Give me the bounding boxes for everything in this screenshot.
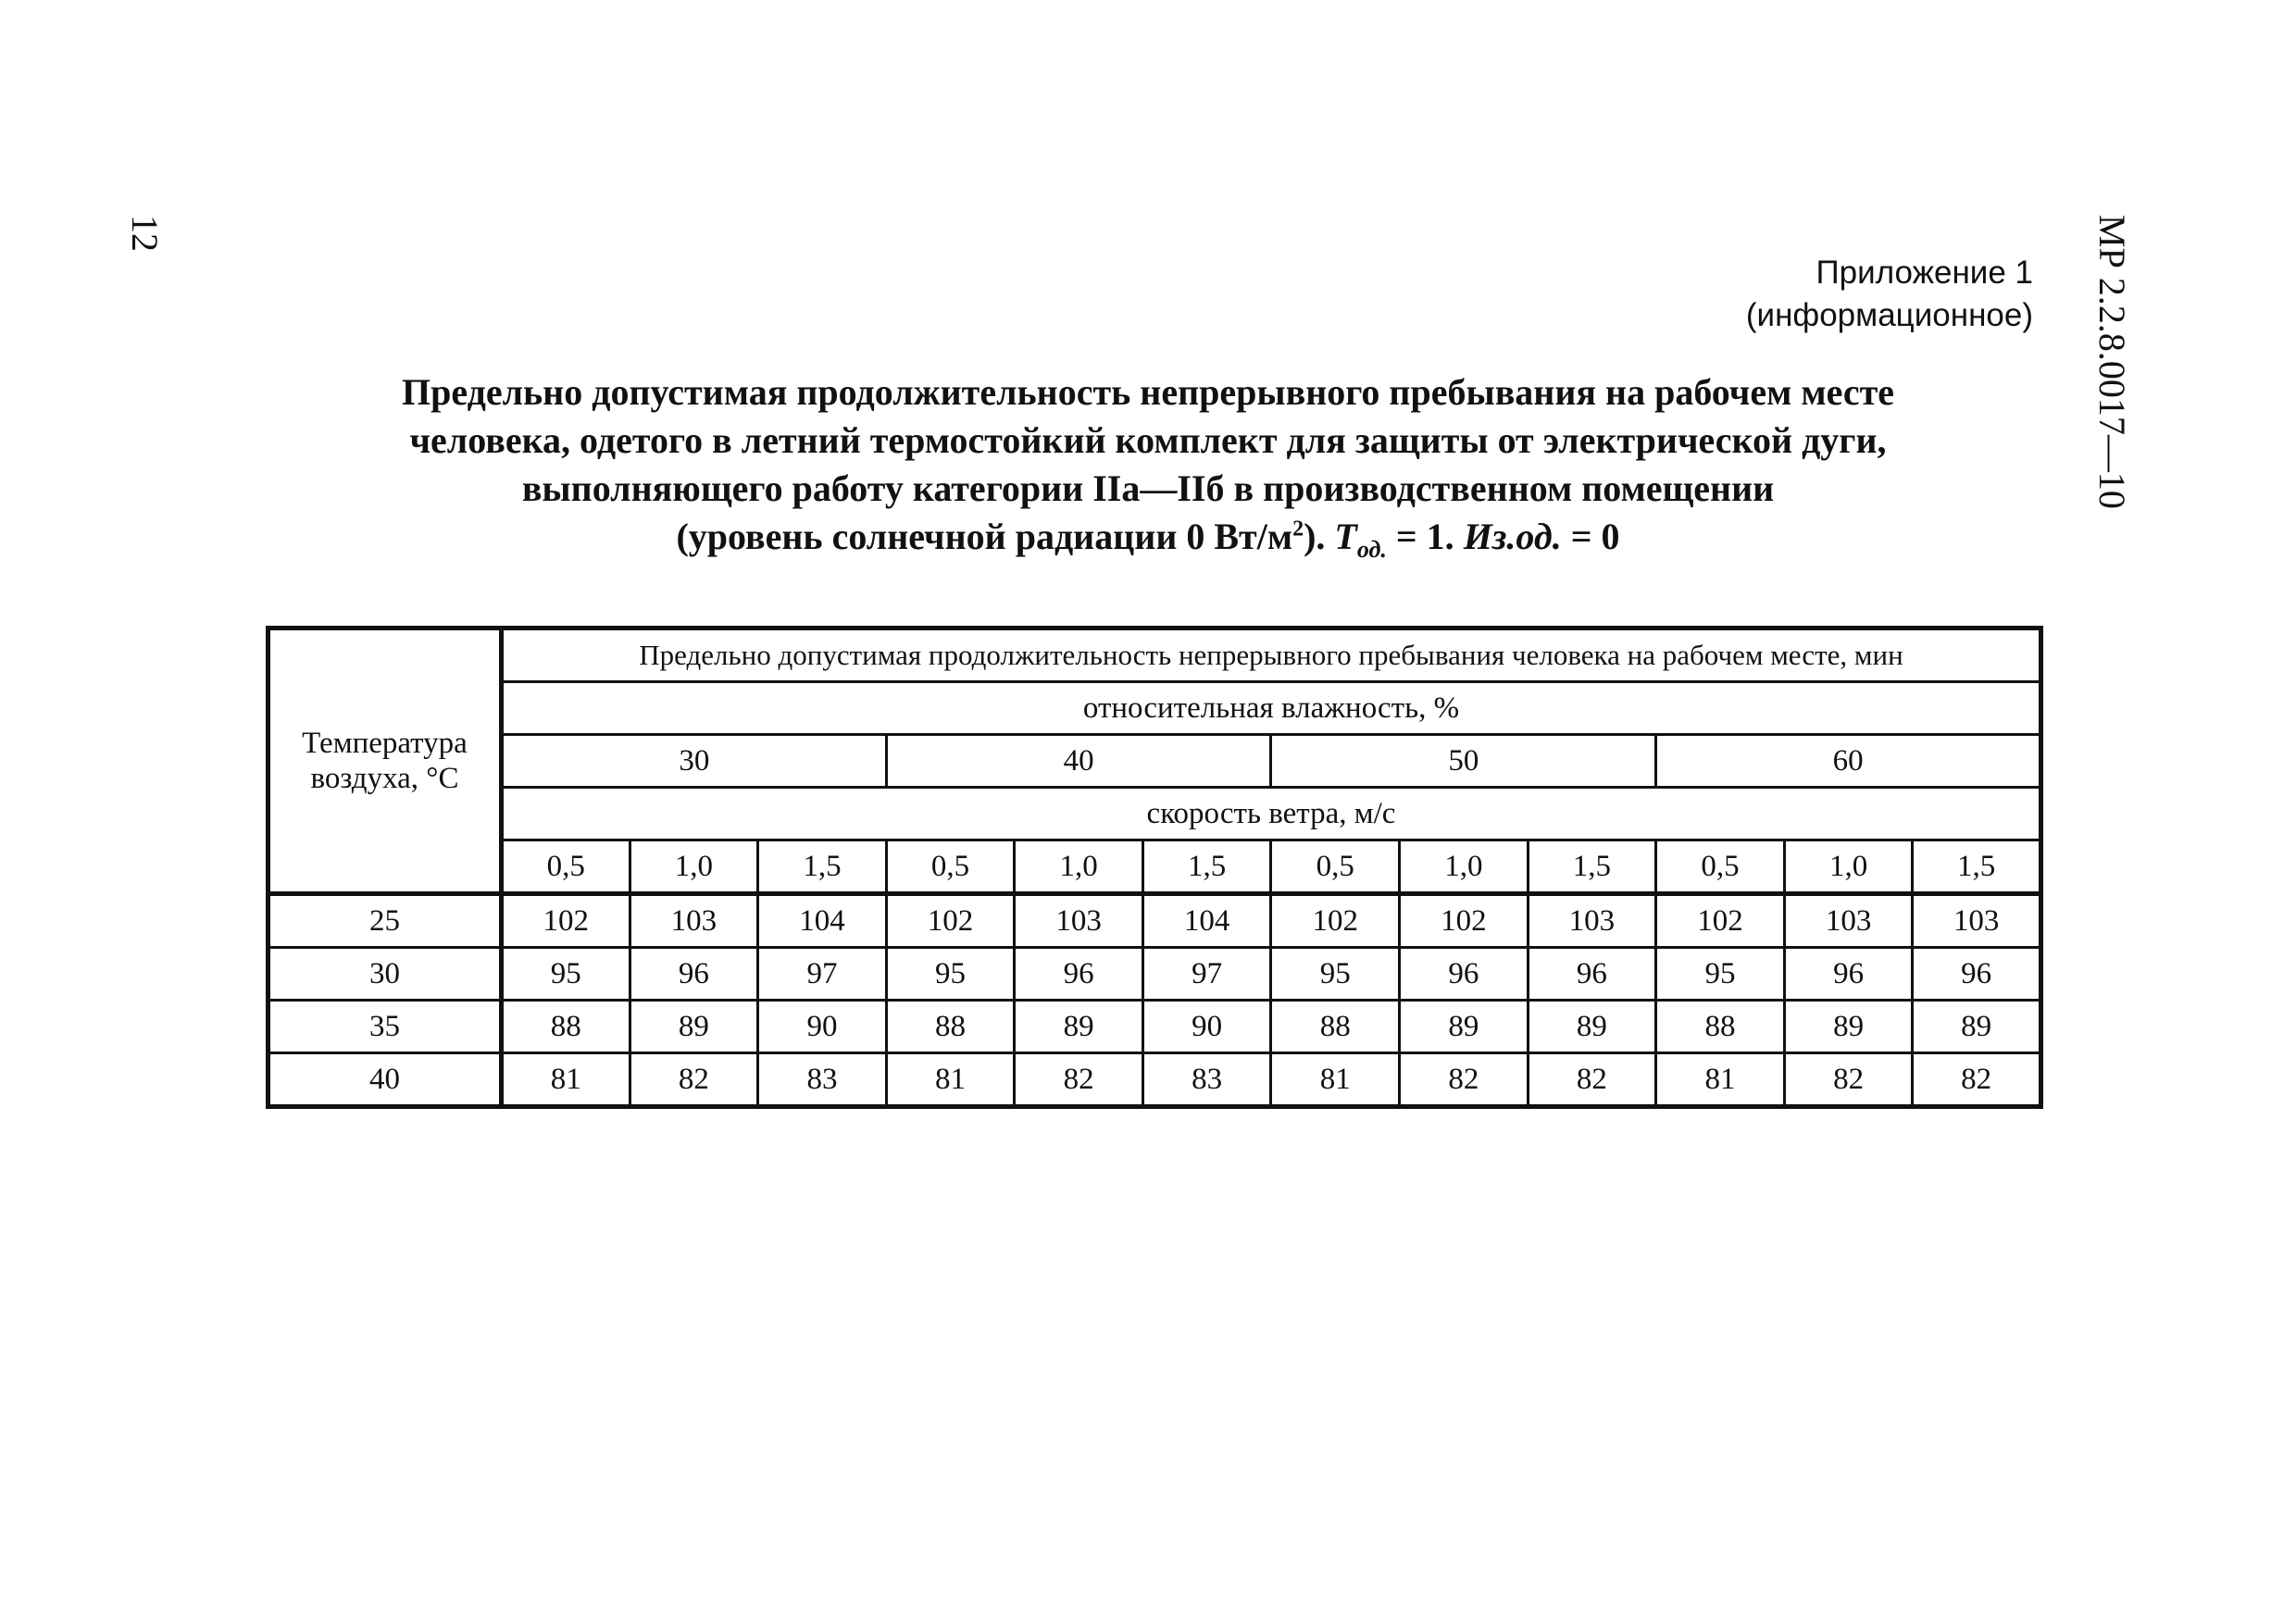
duration-cell: 82 (630, 1053, 758, 1107)
wind-speed-cell: 1,0 (630, 840, 758, 894)
wind-speed-cell: 1,5 (1528, 840, 1656, 894)
duration-cell: 89 (1528, 1001, 1656, 1053)
duration-cell: 97 (1142, 948, 1271, 1001)
duration-cell: 82 (1784, 1053, 1913, 1107)
wind-header-row (268, 788, 2041, 840)
duration-cell: 96 (1400, 948, 1529, 1001)
duration-cell: 96 (1784, 948, 1913, 1001)
humidity-value: 60 (1656, 735, 2041, 788)
duration-cell: 102 (502, 894, 630, 948)
duration-cell: 96 (1913, 948, 2041, 1001)
duration-cell: 97 (758, 948, 887, 1001)
humidity-header: относительная влажность, % (502, 682, 2041, 735)
duration-cell: 82 (1528, 1053, 1656, 1107)
table-row (268, 948, 2041, 1001)
title-line-3: выполняющего работу категории IIа—IIб в производственном помещении (521, 467, 1775, 509)
duration-cell: 95 (1271, 948, 1400, 1001)
wind-speed-cell: 0,5 (886, 840, 1015, 894)
duration-cell: 81 (1271, 1053, 1400, 1107)
humidity-value: 50 (1271, 735, 1656, 788)
wind-speed-cell: 0,5 (1656, 840, 1785, 894)
wind-speed-cell: 1,0 (1015, 840, 1143, 894)
wind-speed-cell: 0,5 (502, 840, 630, 894)
title-iz-value: = 0 (1561, 516, 1620, 557)
title-radiation: (уровень солнечной радиации 0 Вт/м (676, 516, 1293, 557)
duration-cell: 83 (1142, 1053, 1271, 1107)
temperature-header: Температура воздуха, °С (268, 629, 502, 894)
temperature-cell: 35 (268, 1001, 502, 1053)
duration-cell: 103 (1528, 894, 1656, 948)
duration-cell: 95 (1656, 948, 1785, 1001)
duration-cell: 81 (502, 1053, 630, 1107)
duration-cell: 102 (1400, 894, 1529, 948)
duration-cell: 102 (886, 894, 1015, 948)
page-number: 12 (124, 215, 166, 252)
duration-cell: 103 (630, 894, 758, 948)
duration-cell: 89 (1400, 1001, 1529, 1053)
title-t-symbol: T (1334, 516, 1357, 557)
wind-speed-cell: 1,5 (758, 840, 887, 894)
duration-cell: 83 (758, 1053, 887, 1107)
wind-speed-cell: 1,5 (1142, 840, 1271, 894)
temperature-cell: 40 (268, 1053, 502, 1107)
table-header-row (268, 629, 2041, 682)
duration-cell: 89 (1913, 1001, 2041, 1053)
table-row (268, 1001, 2041, 1053)
duration-cell: 102 (1656, 894, 1785, 948)
table-body (268, 629, 2041, 1107)
duration-cell: 89 (1015, 1001, 1143, 1053)
duration-cell: 88 (502, 1001, 630, 1053)
appendix-label (1746, 252, 2033, 337)
duration-cell: 82 (1015, 1053, 1143, 1107)
duration-cell: 102 (1271, 894, 1400, 948)
temperature-cell: 30 (268, 948, 502, 1001)
wind-speed-cell: 1,0 (1400, 840, 1529, 894)
duration-cell: 88 (1271, 1001, 1400, 1053)
duration-cell: 88 (1656, 1001, 1785, 1053)
humidity-values-row (268, 735, 2041, 788)
wind-header: скорость ветра, м/с (502, 788, 2041, 840)
wind-values-row (268, 840, 2041, 894)
table-row (268, 1053, 2041, 1107)
duration-cell: 96 (1015, 948, 1143, 1001)
duration-cell: 95 (886, 948, 1015, 1001)
humidity-value: 40 (886, 735, 1271, 788)
duration-cell: 82 (1400, 1053, 1529, 1107)
duration-cell: 81 (886, 1053, 1015, 1107)
title-line-4 (315, 513, 1981, 561)
duration-header: Предельно допустимая продолжительность непрерывного пребывания человека на рабочем месте, мин (502, 629, 2041, 682)
duration-cell: 103 (1015, 894, 1143, 948)
duration-cell: 95 (502, 948, 630, 1001)
duration-table (266, 626, 2043, 1109)
duration-cell: 96 (1528, 948, 1656, 1001)
duration-cell: 89 (630, 1001, 758, 1053)
humidity-value: 30 (502, 735, 887, 788)
table-row (268, 894, 2041, 948)
title-t-subscript: од. (1356, 536, 1387, 563)
title-line-2: человека, одетого в летний термостойкий комплект для защиты от электрической дуги, (409, 419, 1887, 461)
title-line-1: Предельно допустимая продолжительность непрерывного пребывания на рабочем месте (402, 371, 1894, 413)
duration-cell: 104 (758, 894, 887, 948)
title-iz-symbol: Из.од. (1463, 516, 1562, 557)
wind-speed-cell: 1,0 (1784, 840, 1913, 894)
temperature-cell: 25 (268, 894, 502, 948)
document-code: МР 2.2.8.0017—10 (2091, 215, 2133, 509)
appendix-line-2: (информационное) (1745, 297, 2033, 333)
duration-cell: 82 (1913, 1053, 2041, 1107)
duration-cell: 81 (1656, 1053, 1785, 1107)
title-period: ). (1304, 516, 1335, 557)
duration-cell: 103 (1913, 894, 2041, 948)
duration-cell: 90 (758, 1001, 887, 1053)
humidity-header-row (268, 682, 2041, 735)
appendix-line-1: Приложение 1 (1816, 255, 2033, 291)
title-superscript: 2 (1292, 517, 1304, 541)
wind-speed-cell: 1,5 (1913, 840, 2041, 894)
title-t-value: = 1. (1386, 516, 1464, 557)
duration-cell: 89 (1784, 1001, 1913, 1053)
duration-cell: 104 (1142, 894, 1271, 948)
wind-speed-cell: 0,5 (1271, 840, 1400, 894)
page-title (315, 368, 1981, 561)
duration-cell: 88 (886, 1001, 1015, 1053)
duration-cell: 96 (630, 948, 758, 1001)
duration-cell: 103 (1784, 894, 1913, 948)
duration-cell: 90 (1142, 1001, 1271, 1053)
